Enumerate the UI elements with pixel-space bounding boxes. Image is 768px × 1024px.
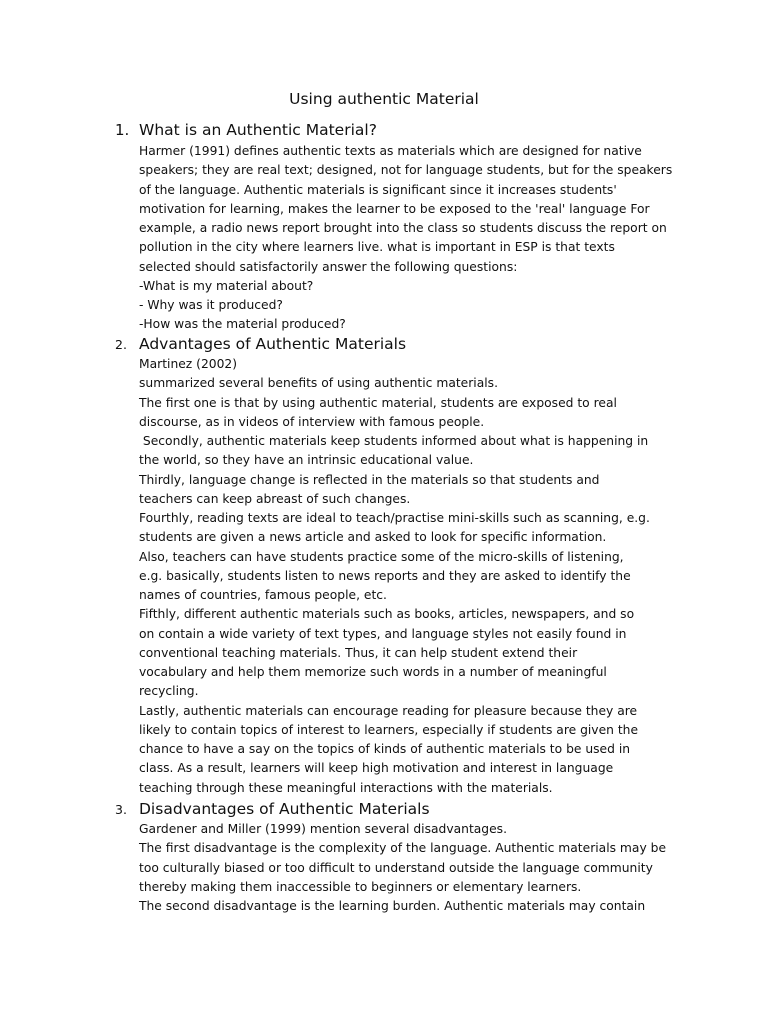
text-line: e.g. basically, students listen to news reports and they are asked to identify the — [139, 568, 631, 583]
section-body — [139, 142, 699, 335]
section-heading — [115, 334, 699, 354]
text-line: names of countries, famous people, etc. — [139, 588, 387, 602]
text-line: The second disadvantage is the learning burden. Authentic materials may contain — [139, 899, 646, 913]
section-heading — [115, 799, 699, 819]
text-line: -How was the material produced? — [139, 317, 346, 332]
text-line: on contain a wide variety of text types, and language styles not easily found in — [139, 626, 627, 641]
section-what-is-authentic-material — [115, 120, 699, 335]
list-number: 2. — [115, 337, 127, 352]
section-heading — [115, 120, 699, 140]
section-advantages — [115, 334, 699, 798]
text-line: Gardener and Miller (1999) mention several disadvantages. — [139, 822, 507, 836]
text-line: too culturally biased or too difficult to understand outside the language community — [139, 860, 653, 875]
text-line: example, a radio news report brought into the class so students discuss the report on — [139, 221, 667, 235]
text-line: Secondly, authentic materials keep students informed about what is happening in — [139, 434, 649, 448]
text-line: Fourthly, reading texts are ideal to teach/practise mini-skills such as scanning, e.g. — [139, 511, 650, 525]
text-line: -What is my material about? — [139, 278, 314, 293]
text-line: students are given a news article and asked to look for specific information. — [139, 530, 607, 545]
text-line: Thirdly, language change is reflected in the materials so that students and — [139, 472, 600, 487]
text-line: chance to have a say on the topics of kinds of authentic materials to be used in — [139, 742, 631, 756]
document-title: Using authentic Material — [289, 90, 479, 108]
text-line: conventional teaching materials. Thus, it can help student extend their — [139, 645, 578, 660]
text-line: speakers; they are real text; designed, not for language students, but for the speakers — [139, 163, 673, 178]
text-line: - Why was it produced? — [139, 298, 283, 312]
text-line: Lastly, authentic materials can encourage reading for pleasure because they are — [139, 703, 638, 718]
text-line: pollution in the city where learners live. what is important in ESP is that texts — [139, 240, 615, 255]
text-line: summarized several benefits of using authentic materials. — [139, 376, 498, 391]
text-line: Fifthly, different authentic materials such as books, articles, newspapers, and so — [139, 607, 635, 622]
section-body — [139, 820, 699, 916]
text-line: Martinez (2002) — [139, 357, 238, 371]
text-line: Also, teachers can have students practice some of the micro-skills of listening, — [139, 549, 624, 564]
text-line: The first one is that by using authentic material, students are exposed to real — [139, 395, 617, 410]
text-line: of the language. Authentic materials is significant since it increases students' — [139, 182, 617, 197]
text-line: recycling. — [139, 684, 199, 699]
text-line: vocabulary and help them memorize such words in a number of meaningful — [139, 665, 607, 679]
heading-text: Disadvantages of Authentic Materials — [139, 800, 430, 818]
text-line: discourse, as in videos of interview with famous people. — [139, 414, 485, 429]
text-line: Harmer (1991) defines authentic texts as materials which are designed for native — [139, 144, 642, 158]
text-line: thereby making them inaccessible to beginners or elementary learners. — [139, 879, 582, 894]
text-line: teachers can keep abreast of such changes. — [139, 491, 411, 506]
text-line: likely to contain topics of interest to learners, especially if students are given the — [139, 722, 639, 737]
section-disadvantages — [115, 799, 699, 916]
text-line: The first disadvantage is the complexity of the language. Authentic materials may be — [139, 841, 667, 856]
heading-text: Advantages of Authentic Materials — [139, 335, 407, 353]
text-line: teaching through these meaningful interactions with the materials. — [139, 780, 553, 795]
section-body — [139, 355, 699, 798]
text-line: motivation for learning, makes the learner to be exposed to the 'real' language For — [139, 201, 650, 216]
text-line: class. As a result, learners will keep high motivation and interest in language — [139, 761, 614, 776]
heading-text: What is an Authentic Material? — [139, 121, 377, 139]
text-line: the world, so they have an intrinsic educational value. — [139, 453, 474, 468]
text-line: selected should satisfactorily answer the following questions: — [139, 259, 518, 274]
list-number: 1. — [115, 121, 130, 139]
list-number: 3. — [115, 802, 127, 817]
